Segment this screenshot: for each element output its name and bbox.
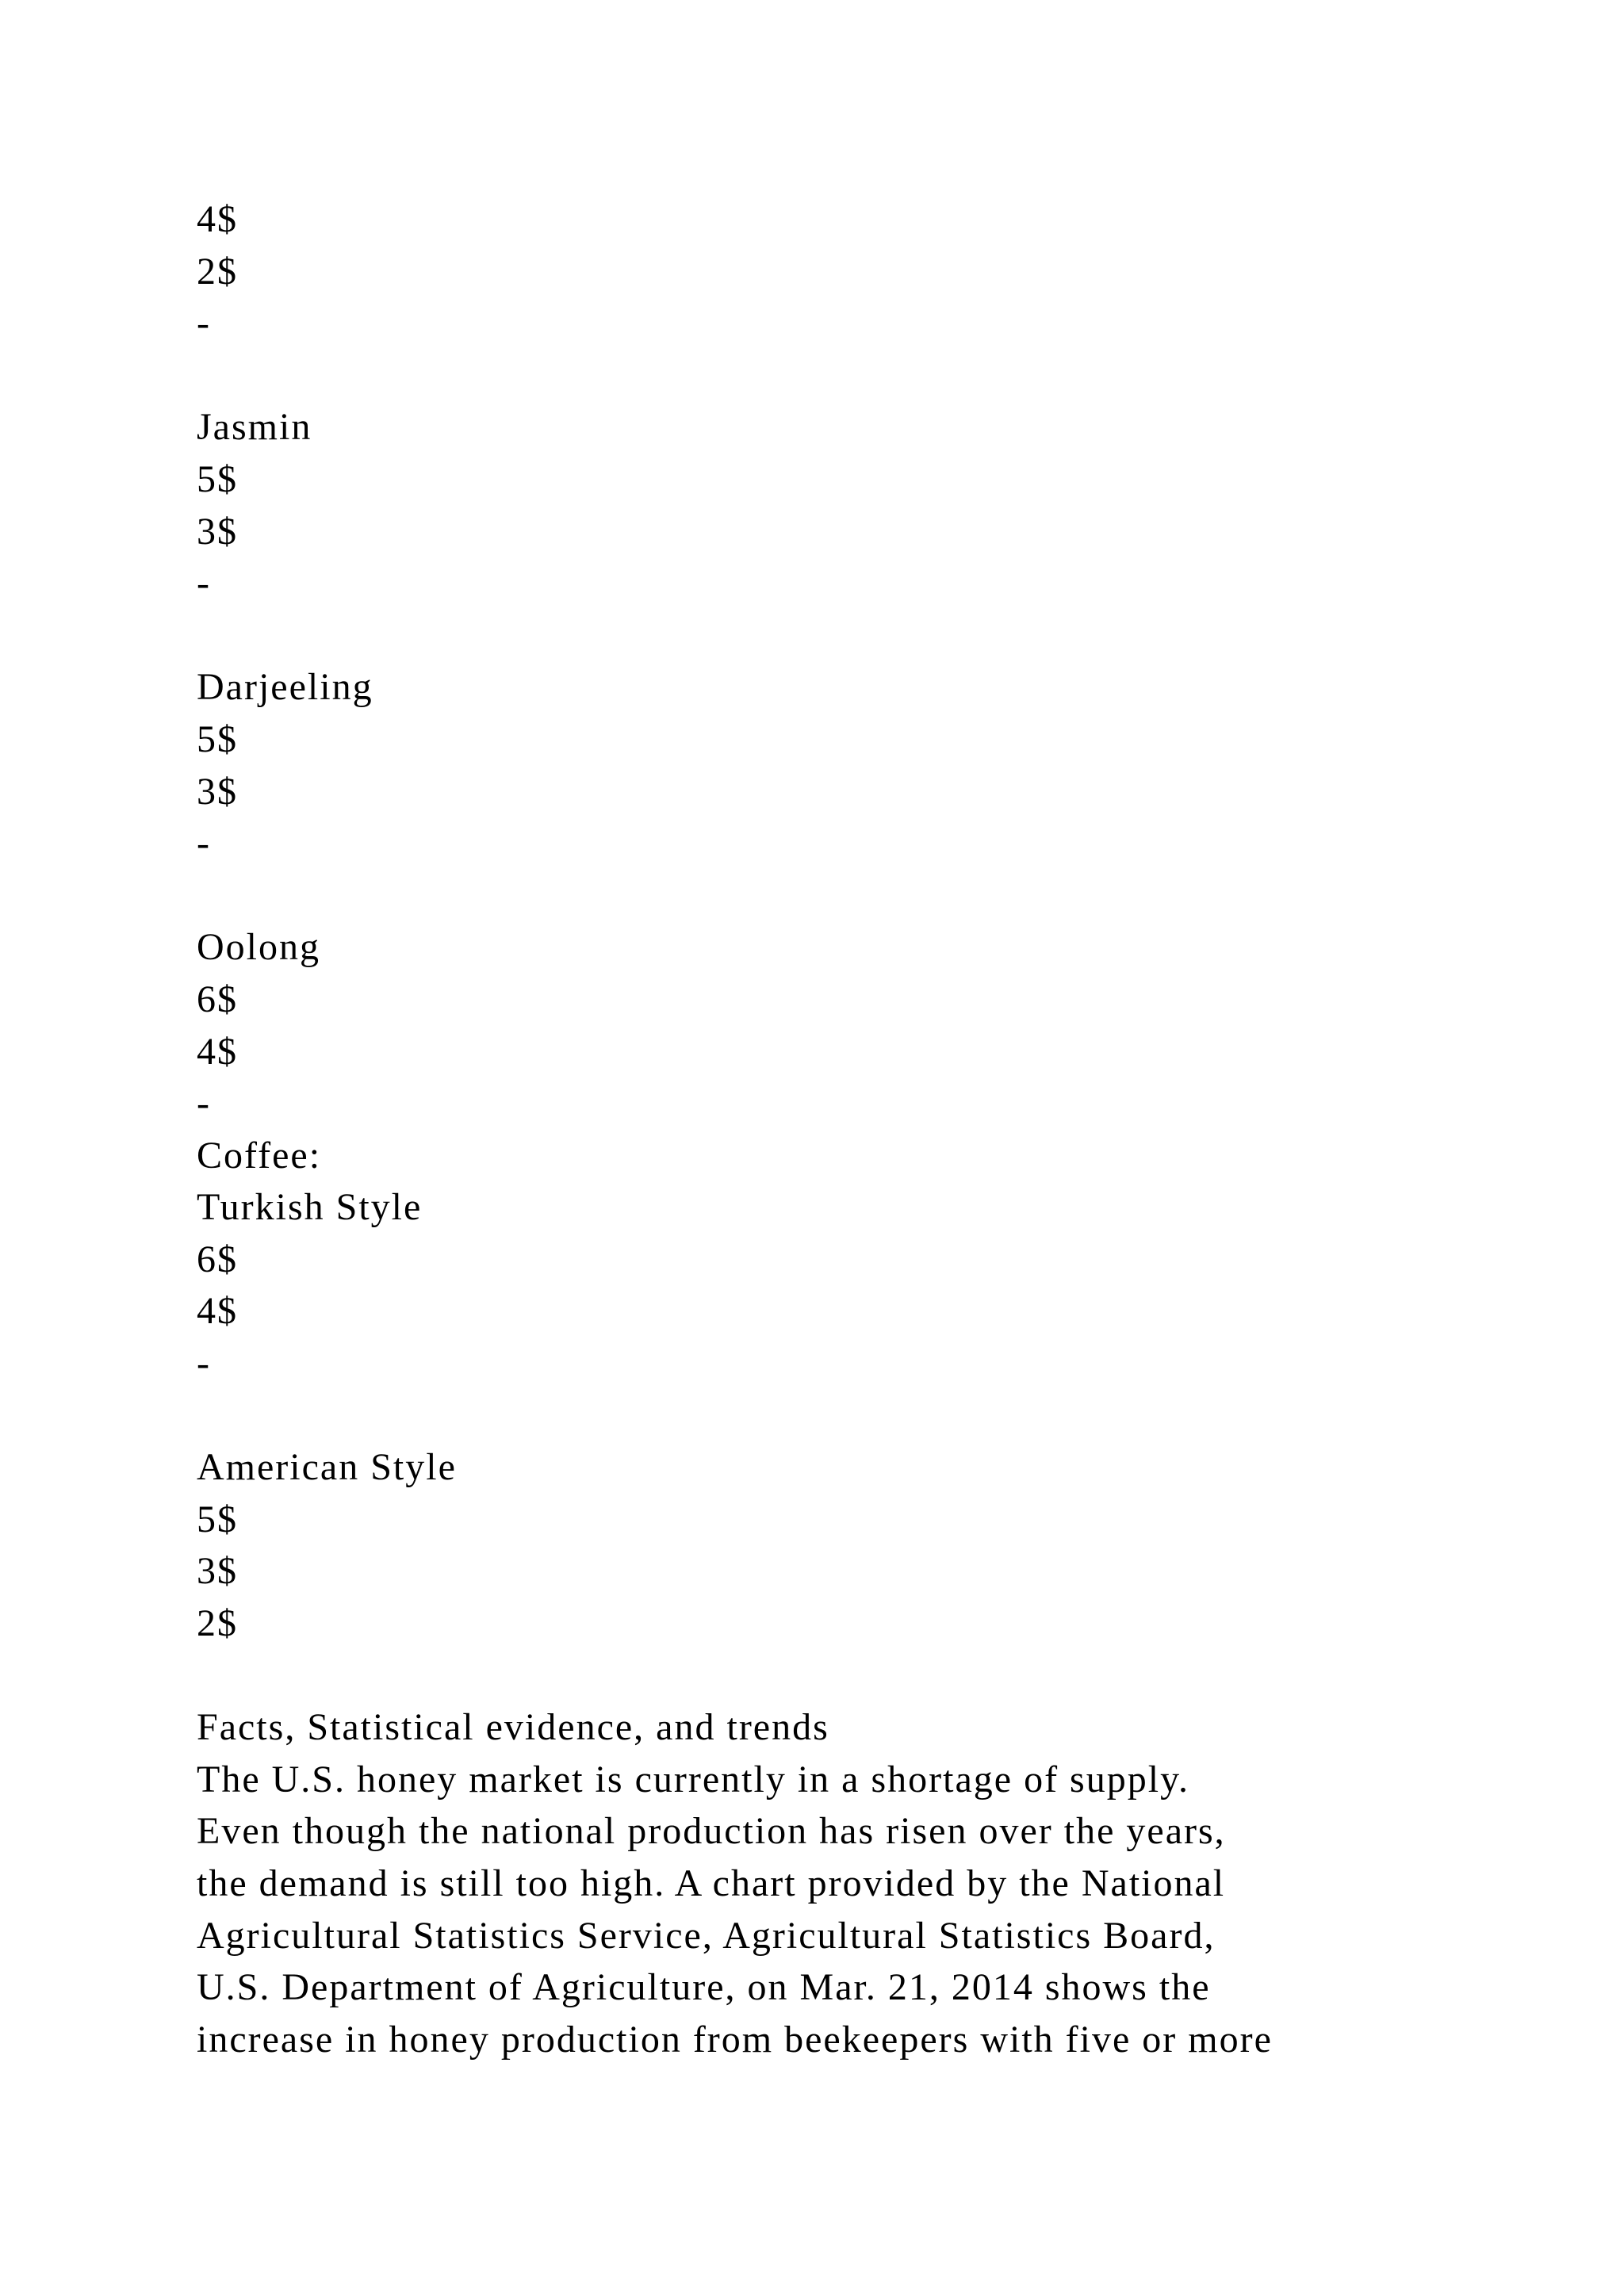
text-line: Coffee: [197,1134,322,1177]
text-line: - [197,562,211,605]
text-line: - [197,302,211,345]
document-page [197,193,1592,2065]
text-line: 6$ [197,978,238,1020]
text-line: 5$ [197,1498,238,1540]
text-line: 3$ [197,1550,238,1593]
text-line: American Style [197,1446,457,1489]
text-line: Jasmin [197,406,312,449]
section-heading: Facts, Statistical evidence, and trends [197,1706,829,1749]
text-line: 6$ [197,1238,238,1280]
text-line: Turkish Style [197,1186,423,1229]
blank-line [197,1650,1592,1702]
text-line: 2$ [197,1602,238,1645]
blank-line [197,1390,1592,1442]
paragraph-line: Agricultural Statistics Service, Agricultural Statistics Board, [197,1914,1216,1957]
paragraph-line: Even though the national production has risen over the years, [197,1810,1226,1853]
text-line: 5$ [197,457,238,500]
blank-line [197,350,1592,402]
blank-line [197,610,1592,662]
text-line: 3$ [197,770,238,813]
paragraph-line: the demand is still too high. A chart provided by the National [197,1862,1226,1904]
paragraph-line: increase in honey production from beekeepers with five or more [197,2018,1273,2061]
text-line: - [197,1342,211,1385]
blank-line [197,870,1592,922]
text-line: 4$ [197,1030,238,1073]
text-line: - [197,1082,211,1125]
text-line: 3$ [197,510,238,553]
text-line: 5$ [197,718,238,760]
paragraph-line: U.S. Department of Agriculture, on Mar. 21, 2014 shows the [197,1966,1211,2009]
text-line: Darjeeling [197,666,373,709]
text-line: 2$ [197,250,238,293]
text-line: 4$ [197,198,238,240]
text-line: - [197,822,211,865]
text-line: 4$ [197,1290,238,1333]
text-line: Oolong [197,926,320,969]
paragraph-line: The U.S. honey market is currently in a shortage of supply. [197,1758,1189,1800]
